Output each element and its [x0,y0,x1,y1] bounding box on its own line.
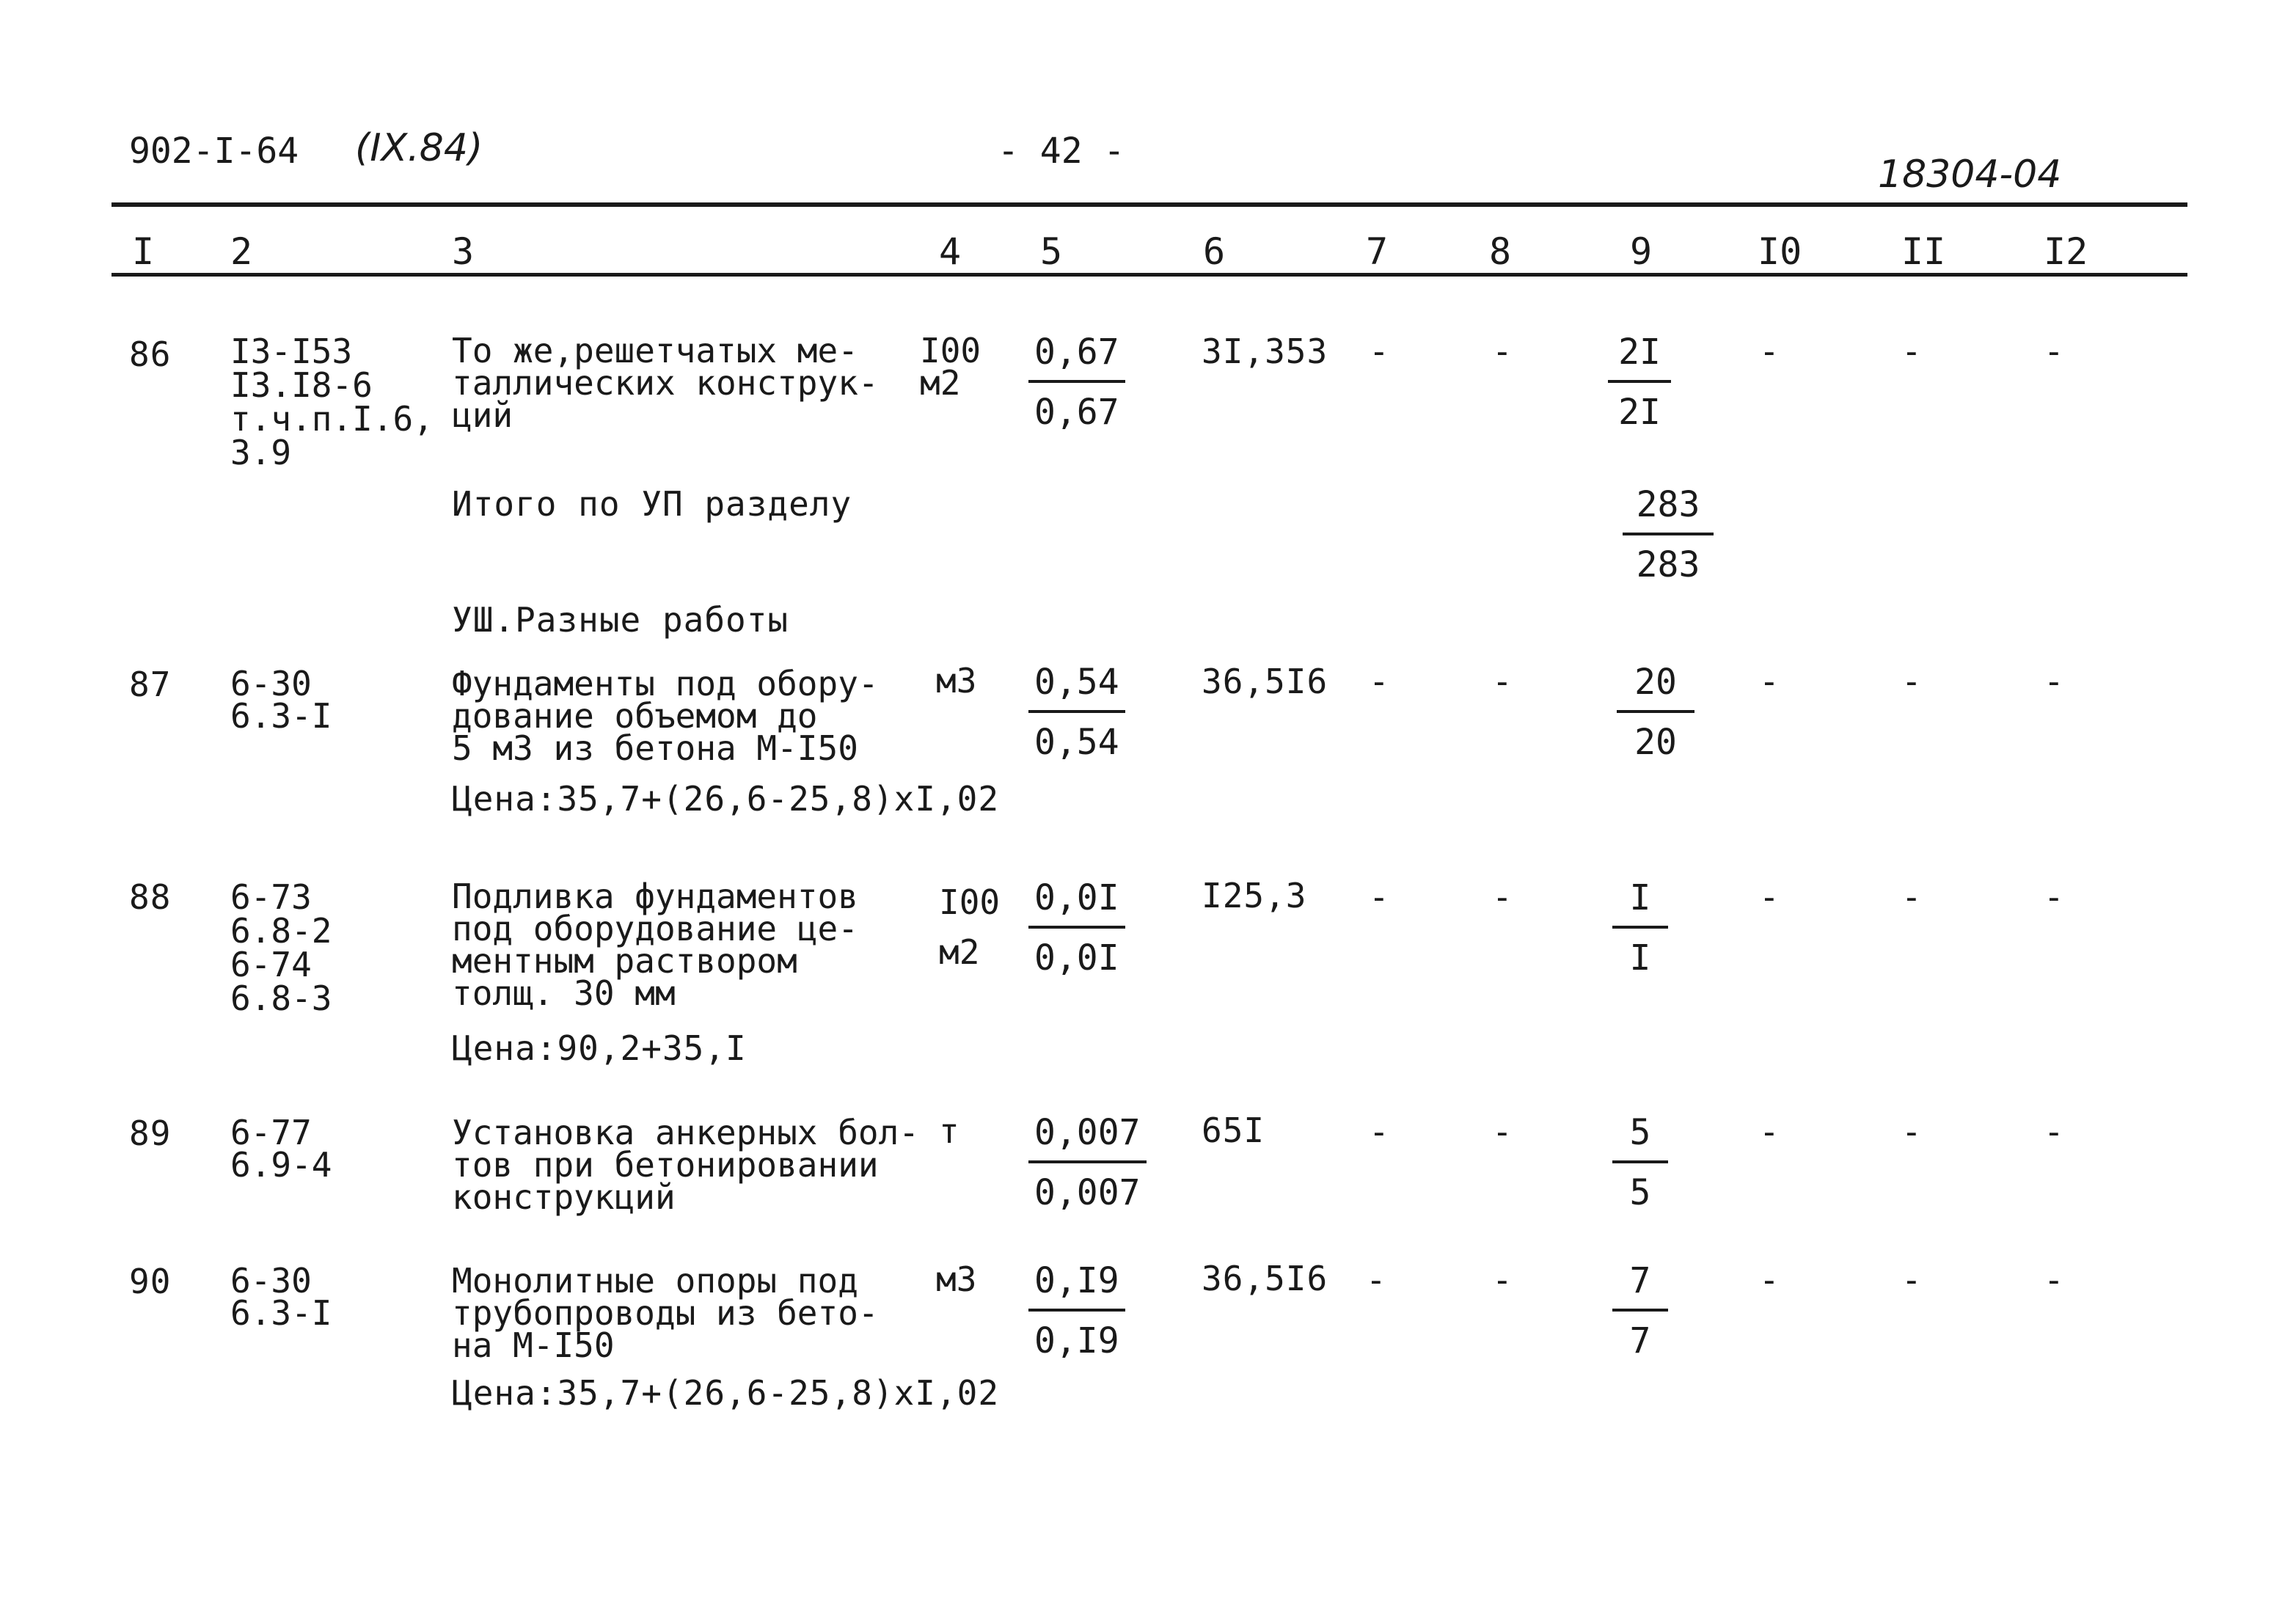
subtotal-fraction [1623,484,1714,585]
work-description: Установка анкерных бол- тов при бетонировании конструкций [452,1113,919,1217]
cost-bottom: 5 [1629,1172,1651,1213]
unit: т [939,1111,959,1151]
column-header: 4 [939,230,962,273]
cost-top: 2I [1608,332,1671,383]
cell-dash: - [1759,662,1780,701]
norm-code: 6-30 6.3-I [230,1261,332,1333]
quantity-fraction [1028,1260,1125,1361]
column-header: I [132,230,155,273]
column-header: 9 [1630,230,1653,273]
quantity-top: 0,0I [1028,877,1125,929]
cost-fraction [1612,1260,1668,1361]
cell-dash: - [2044,662,2064,701]
cost-bottom: 7 [1629,1320,1651,1361]
quantity-top: 0,67 [1028,332,1125,383]
cost-bottom: 2I [1618,392,1661,433]
row-number: 87 [129,665,172,704]
cell-dash: - [1759,877,1780,917]
quantity-fraction [1028,662,1125,763]
quantity-fraction [1028,332,1125,433]
unit-price: 36,5I6 [1202,1259,1328,1298]
row-number: 90 [129,1262,172,1301]
quantity-bottom: 0,0I [1034,937,1119,979]
cell-dash: - [2044,332,2064,371]
work-description: Подливка фундаментов под оборудование це- ментным раствором толщ. 30 мм [452,877,858,1013]
unit-price: I25,3 [1202,876,1307,915]
norm-code: I3-I53 I3.I8-6 т.ч.п.I.6, 3.9 [230,332,434,472]
cell-dash: - [1759,1112,1780,1152]
quantity-bottom: 0,I9 [1034,1320,1119,1361]
work-description: Фундаменты под обору- дование объемом до 5 м3 из бетона М-I50 [452,664,879,768]
cell-dash: - [1901,877,1922,917]
column-header: I2 [2044,230,2088,273]
unit-price: 36,5I6 [1202,662,1328,701]
unit-price: 65I [1202,1111,1265,1150]
column-header: 2 [230,230,253,273]
unit: I00 м2 [939,882,1001,972]
cost-top: I [1612,877,1668,929]
cell-dash: - [1369,877,1389,917]
column-header: 3 [452,230,475,273]
row-number: 89 [129,1113,172,1153]
row-number: 86 [129,334,172,374]
cell-dash: - [1369,662,1389,701]
cell-dash: - [2044,877,2064,917]
norm-code: 6-77 6.9-4 [230,1113,332,1185]
quantity-bottom: 0,007 [1034,1172,1141,1213]
cell-dash: - [2044,1260,2064,1300]
header-bottom-rule [111,273,2187,277]
subtotal-label: Итого по УП разделу [452,484,852,524]
cell-dash: - [1901,662,1922,701]
cell-dash: - [2044,1112,2064,1152]
row-number: 88 [129,877,172,917]
quantity-top: 0,007 [1028,1112,1147,1163]
column-header: 5 [1040,230,1063,273]
norm-code: 6-30 6.3-I [230,664,332,736]
quantity-fraction [1028,877,1125,979]
quantity-bottom: 0,54 [1034,722,1119,763]
work-description: Монолитные опоры под трубопроводы из бето- на М-I50 [452,1261,879,1365]
quantity-bottom: 0,67 [1034,392,1119,433]
unit: м3 [936,1259,977,1299]
cost-top: 20 [1617,662,1694,713]
document-code: 902-I-64 [129,131,299,172]
edition-date: (IX.84) [355,126,483,170]
norm-code: 6-73 6.8-2 6-74 6.8-3 [230,877,332,1018]
cell-dash: - [1492,877,1513,917]
column-header: II [1901,230,1946,273]
cell-dash: - [1901,332,1922,371]
cost-bottom: I [1629,937,1651,979]
quantity-top: 0,54 [1028,662,1125,713]
quantity-top: 0,I9 [1028,1260,1125,1312]
unit: м3 [936,661,977,701]
unit-price: 3I,353 [1202,332,1328,371]
cost-bottom: 20 [1634,722,1677,763]
cost-top: 5 [1612,1112,1668,1163]
cell-dash: - [1901,1112,1922,1152]
inventory-number: 18304-04 [1878,153,2062,197]
cell-dash: - [1369,1112,1389,1152]
column-header: I0 [1758,230,1802,273]
table-top-rule [111,202,2187,207]
cost-fraction [1608,332,1671,433]
work-description: То же,решетчатых ме- таллических конструк- ций [452,331,879,435]
column-header: 7 [1366,230,1389,273]
cell-dash: - [1369,332,1389,371]
cell-dash: - [1759,332,1780,371]
price-note: Цена:35,7+(26,6-25,8)хI,02 [452,779,1000,819]
column-header: 6 [1203,230,1226,273]
cost-top: 7 [1612,1260,1668,1312]
price-note: Цена:90,2+35,I [452,1028,747,1068]
cell-dash: - [1492,662,1513,701]
cell-dash: - [1492,1260,1513,1300]
section-title: УШ.Разные работы [452,600,789,640]
cell-dash: - [1759,1260,1780,1300]
cost-fraction [1617,662,1694,763]
cell-dash: - [1366,1260,1386,1300]
subtotal-top: 283 [1623,484,1714,535]
cost-fraction [1612,1112,1668,1213]
cell-dash: - [1492,332,1513,371]
cost-fraction [1612,877,1668,979]
unit: I00 м2 [920,331,981,403]
quantity-fraction [1028,1112,1147,1213]
subtotal-bottom: 283 [1636,544,1700,585]
column-header: 8 [1489,230,1512,273]
cell-dash: - [1492,1112,1513,1152]
cell-dash: - [1901,1260,1922,1300]
price-note: Цена:35,7+(26,6-25,8)хI,02 [452,1373,1000,1413]
page-number: - 42 - [998,131,1125,172]
